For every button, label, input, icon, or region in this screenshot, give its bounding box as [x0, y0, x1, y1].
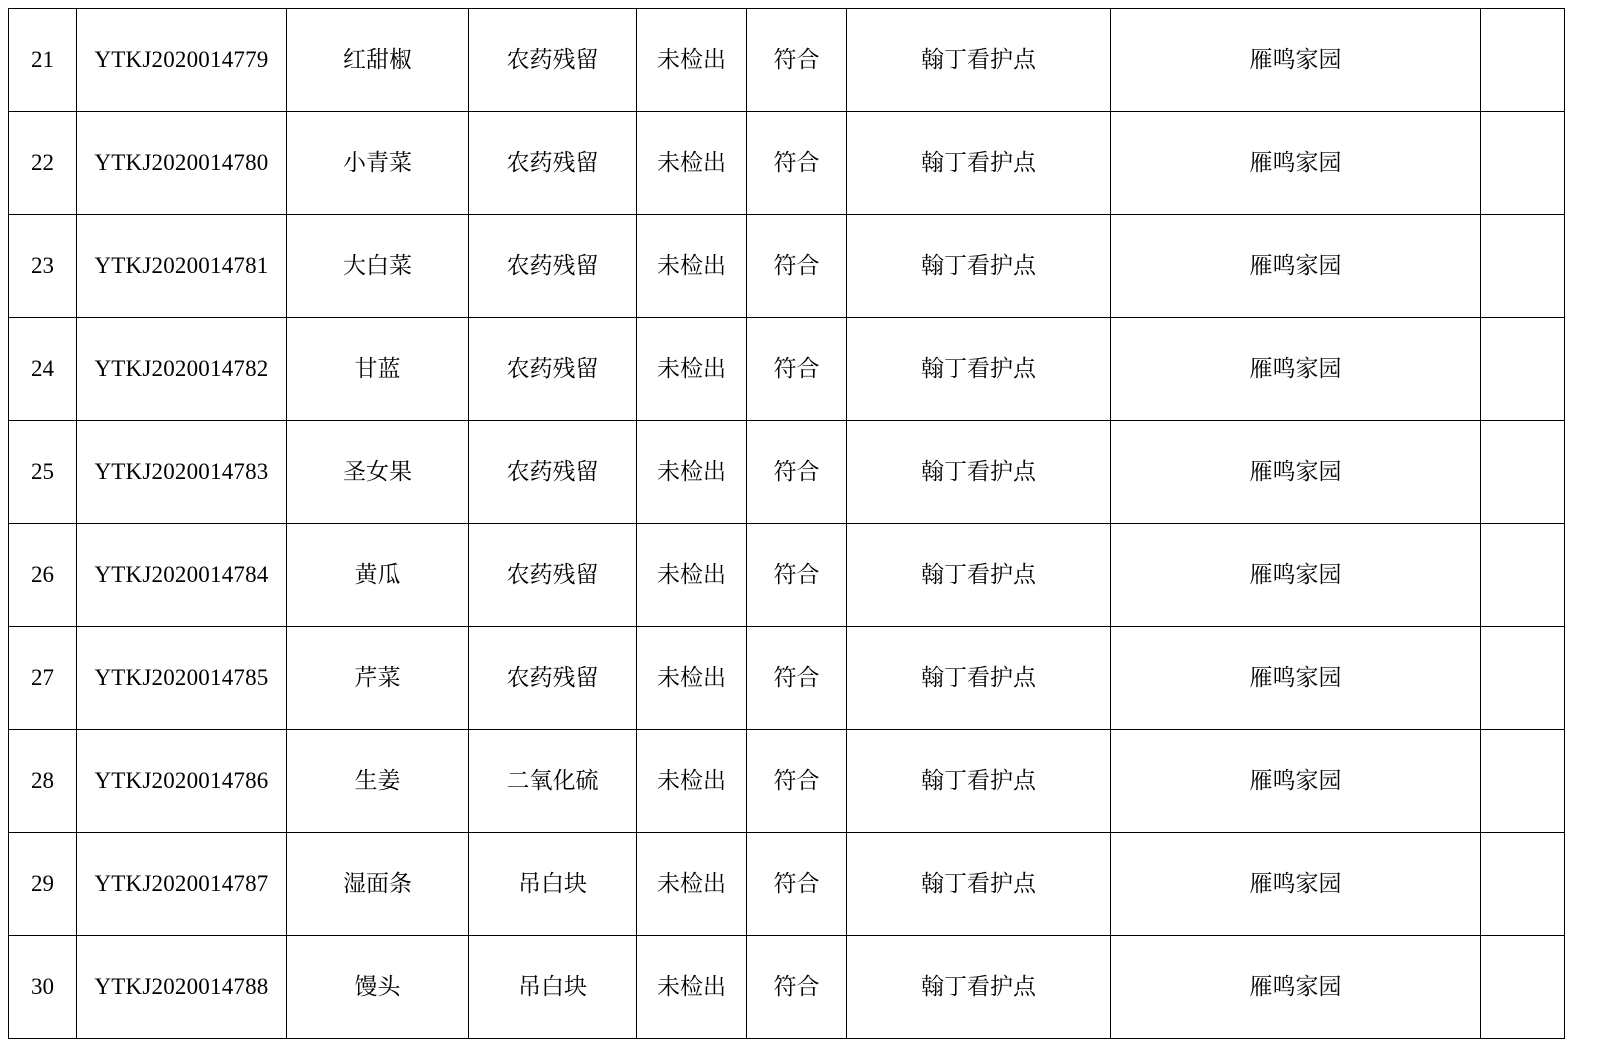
cell-test-item: 农药残留 [469, 524, 637, 627]
cell-sample-code: YTKJ2020014786 [77, 730, 287, 833]
cell-sampling-place: 翰丁看护点 [847, 730, 1111, 833]
table-row [9, 215, 1565, 318]
cell-note [1481, 112, 1565, 215]
cell-test-result: 未检出 [637, 730, 747, 833]
inspection-results-table [8, 8, 1565, 1039]
cell-sampling-place: 翰丁看护点 [847, 112, 1111, 215]
cell-area: 雁鸣家园 [1111, 627, 1481, 730]
cell-sample-name: 红甜椒 [287, 9, 469, 112]
cell-sample-code: YTKJ2020014783 [77, 421, 287, 524]
cell-sample-name: 生姜 [287, 730, 469, 833]
cell-sample-code: YTKJ2020014788 [77, 936, 287, 1039]
cell-area: 雁鸣家园 [1111, 833, 1481, 936]
cell-note [1481, 627, 1565, 730]
cell-sample-name: 湿面条 [287, 833, 469, 936]
cell-test-result: 未检出 [637, 215, 747, 318]
cell-sampling-place: 翰丁看护点 [847, 318, 1111, 421]
cell-index: 22 [9, 112, 77, 215]
cell-verdict: 符合 [747, 215, 847, 318]
cell-note [1481, 9, 1565, 112]
cell-area: 雁鸣家园 [1111, 215, 1481, 318]
cell-test-result: 未检出 [637, 112, 747, 215]
cell-index: 30 [9, 936, 77, 1039]
cell-sample-name: 芹菜 [287, 627, 469, 730]
cell-verdict: 符合 [747, 627, 847, 730]
cell-area: 雁鸣家园 [1111, 524, 1481, 627]
cell-note [1481, 936, 1565, 1039]
cell-test-item: 吊白块 [469, 833, 637, 936]
cell-test-item: 农药残留 [469, 112, 637, 215]
cell-sample-name: 大白菜 [287, 215, 469, 318]
cell-sample-code: YTKJ2020014781 [77, 215, 287, 318]
cell-sampling-place: 翰丁看护点 [847, 627, 1111, 730]
cell-sampling-place: 翰丁看护点 [847, 421, 1111, 524]
cell-sample-name: 圣女果 [287, 421, 469, 524]
cell-index: 26 [9, 524, 77, 627]
cell-index: 28 [9, 730, 77, 833]
cell-index: 21 [9, 9, 77, 112]
cell-note [1481, 421, 1565, 524]
cell-area: 雁鸣家园 [1111, 318, 1481, 421]
cell-verdict: 符合 [747, 421, 847, 524]
cell-sample-code: YTKJ2020014780 [77, 112, 287, 215]
cell-index: 25 [9, 421, 77, 524]
table-row [9, 112, 1565, 215]
cell-index: 23 [9, 215, 77, 318]
cell-area: 雁鸣家园 [1111, 730, 1481, 833]
cell-index: 27 [9, 627, 77, 730]
cell-test-result: 未检出 [637, 421, 747, 524]
cell-sample-code: YTKJ2020014787 [77, 833, 287, 936]
cell-test-item: 农药残留 [469, 421, 637, 524]
cell-test-result: 未检出 [637, 9, 747, 112]
cell-sampling-place: 翰丁看护点 [847, 936, 1111, 1039]
table-row [9, 421, 1565, 524]
cell-test-result: 未检出 [637, 627, 747, 730]
cell-verdict: 符合 [747, 730, 847, 833]
cell-sample-name: 馒头 [287, 936, 469, 1039]
cell-verdict: 符合 [747, 318, 847, 421]
cell-area: 雁鸣家园 [1111, 421, 1481, 524]
cell-test-item: 农药残留 [469, 318, 637, 421]
cell-test-item: 吊白块 [469, 936, 637, 1039]
cell-sampling-place: 翰丁看护点 [847, 833, 1111, 936]
table-row [9, 9, 1565, 112]
cell-sample-name: 黄瓜 [287, 524, 469, 627]
cell-test-item: 农药残留 [469, 9, 637, 112]
cell-sampling-place: 翰丁看护点 [847, 524, 1111, 627]
cell-sample-code: YTKJ2020014785 [77, 627, 287, 730]
cell-test-item: 农药残留 [469, 627, 637, 730]
table-body [9, 9, 1565, 1039]
cell-sampling-place: 翰丁看护点 [847, 215, 1111, 318]
cell-test-result: 未检出 [637, 524, 747, 627]
cell-sampling-place: 翰丁看护点 [847, 9, 1111, 112]
cell-note [1481, 730, 1565, 833]
table-row [9, 627, 1565, 730]
cell-sample-code: YTKJ2020014784 [77, 524, 287, 627]
cell-sample-code: YTKJ2020014782 [77, 318, 287, 421]
table-row [9, 524, 1565, 627]
cell-sample-name: 甘蓝 [287, 318, 469, 421]
cell-note [1481, 833, 1565, 936]
table-row [9, 936, 1565, 1039]
table-row [9, 833, 1565, 936]
cell-note [1481, 318, 1565, 421]
table-row [9, 318, 1565, 421]
cell-sample-name: 小青菜 [287, 112, 469, 215]
cell-verdict: 符合 [747, 833, 847, 936]
cell-verdict: 符合 [747, 936, 847, 1039]
cell-test-result: 未检出 [637, 318, 747, 421]
cell-note [1481, 215, 1565, 318]
cell-test-item: 二氧化硫 [469, 730, 637, 833]
table-row [9, 730, 1565, 833]
cell-verdict: 符合 [747, 9, 847, 112]
cell-note [1481, 524, 1565, 627]
cell-sample-code: YTKJ2020014779 [77, 9, 287, 112]
cell-index: 29 [9, 833, 77, 936]
cell-area: 雁鸣家园 [1111, 112, 1481, 215]
cell-verdict: 符合 [747, 524, 847, 627]
cell-index: 24 [9, 318, 77, 421]
cell-test-result: 未检出 [637, 936, 747, 1039]
cell-area: 雁鸣家园 [1111, 9, 1481, 112]
cell-verdict: 符合 [747, 112, 847, 215]
cell-area: 雁鸣家园 [1111, 936, 1481, 1039]
cell-test-item: 农药残留 [469, 215, 637, 318]
cell-test-result: 未检出 [637, 833, 747, 936]
